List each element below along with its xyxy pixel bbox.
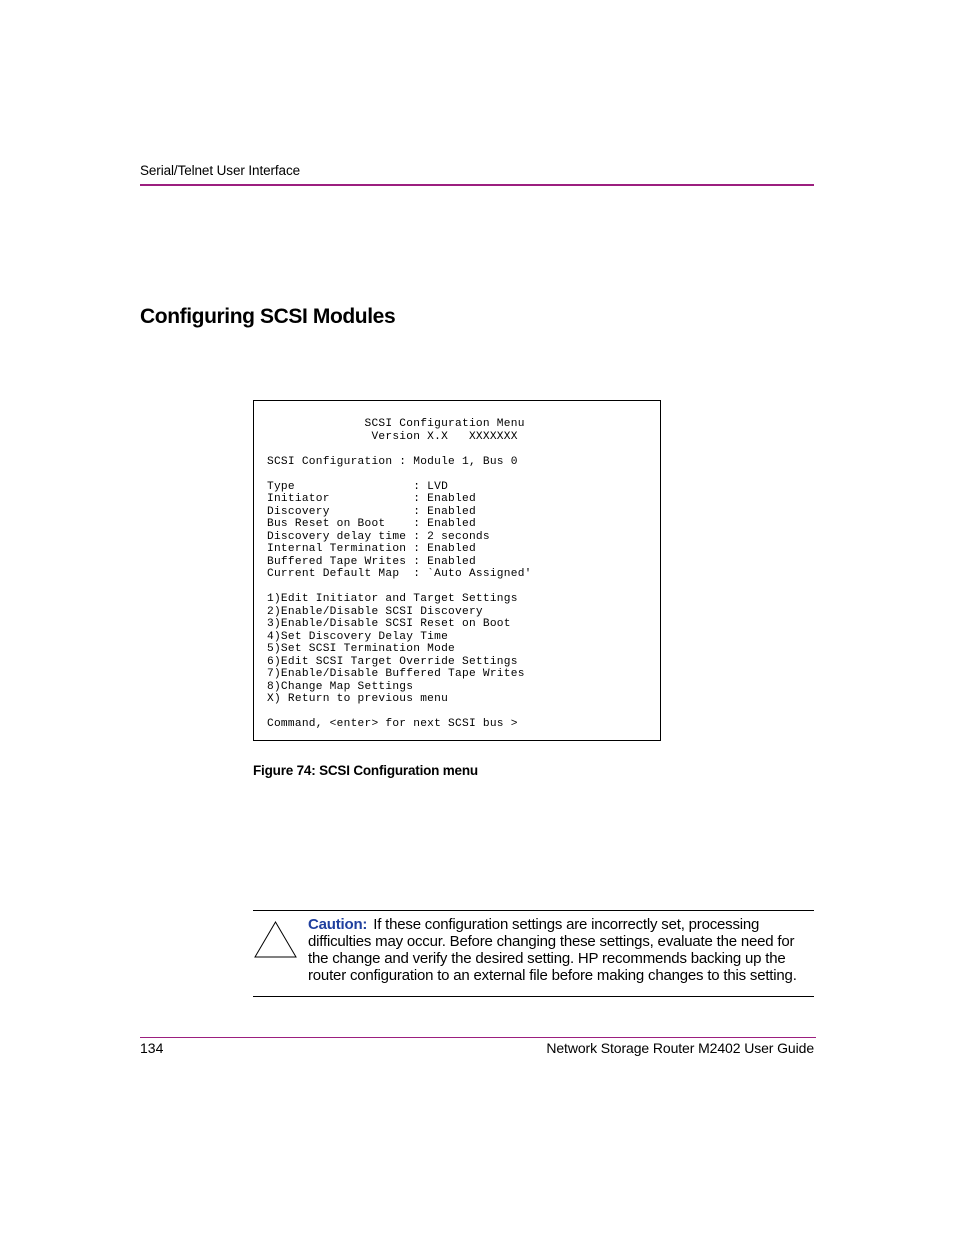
terminal-line: Current Default Map : `Auto Assigned' — [267, 568, 532, 580]
running-head: Serial/Telnet User Interface — [140, 163, 301, 178]
terminal-line: Bus Reset on Boot : Enabled — [267, 518, 476, 530]
terminal-line: 5)Set SCSI Termination Mode — [267, 643, 456, 655]
terminal-line: 7)Enable/Disable Buffered Tape Writes — [267, 668, 525, 680]
terminal-screen — [253, 400, 661, 741]
terminal-line: 4)Set Discovery Delay Time — [267, 630, 449, 643]
terminal-line: 2)Enable/Disable SCSI Discovery — [267, 605, 483, 618]
caution-label: Caution: — [308, 916, 368, 933]
page-number: 134 — [140, 1040, 164, 1056]
figure-caption: Figure 74: SCSI Configuration menu — [253, 763, 478, 778]
terminal-line: 8)Change Map Settings — [267, 680, 414, 693]
warning-triangle-icon — [253, 920, 298, 960]
terminal-line: Buffered Tape Writes : Enabled — [267, 555, 476, 568]
caution-rule-top — [253, 910, 814, 911]
caution-body: If these configuration settings are incorrectly set, processing difficulties may occur. Before changing these settings, evaluate the need for the change and verify the desired setting. HP recommends backing up the router configuration to an external file before making changes to this setting. — [308, 916, 797, 984]
document-title: Network Storage Router M2402 User Guide — [546, 1040, 814, 1056]
header-rule — [140, 184, 814, 186]
caution-note — [308, 916, 814, 984]
terminal-line: Internal Termination : Enabled — [267, 543, 476, 555]
caution-rule-bottom — [253, 996, 814, 997]
terminal-line: 1)Edit Initiator and Target Settings — [267, 593, 518, 605]
terminal-line: Type : LVD — [267, 480, 449, 493]
terminal-line: 6)Edit SCSI Target Override Settings — [267, 655, 518, 668]
terminal-line: X) Return to previous menu — [267, 693, 449, 705]
terminal-line: Version X.X XXXXXXX — [267, 430, 518, 443]
terminal-line: SCSI Configuration Menu — [267, 418, 525, 430]
section-title: Configuring SCSI Modules — [140, 305, 396, 328]
footer-rule — [140, 1037, 816, 1038]
terminal-line: Discovery delay time : 2 seconds — [267, 530, 490, 543]
terminal-line: 3)Enable/Disable SCSI Reset on Boot — [267, 618, 511, 630]
terminal-line: Initiator : Enabled — [267, 493, 476, 505]
terminal-text — [267, 418, 532, 731]
terminal-line: SCSI Configuration : Module 1, Bus 0 — [267, 455, 518, 468]
terminal-line: Discovery : Enabled — [267, 505, 476, 518]
terminal-line: Command, <enter> for next SCSI bus > — [267, 718, 518, 730]
